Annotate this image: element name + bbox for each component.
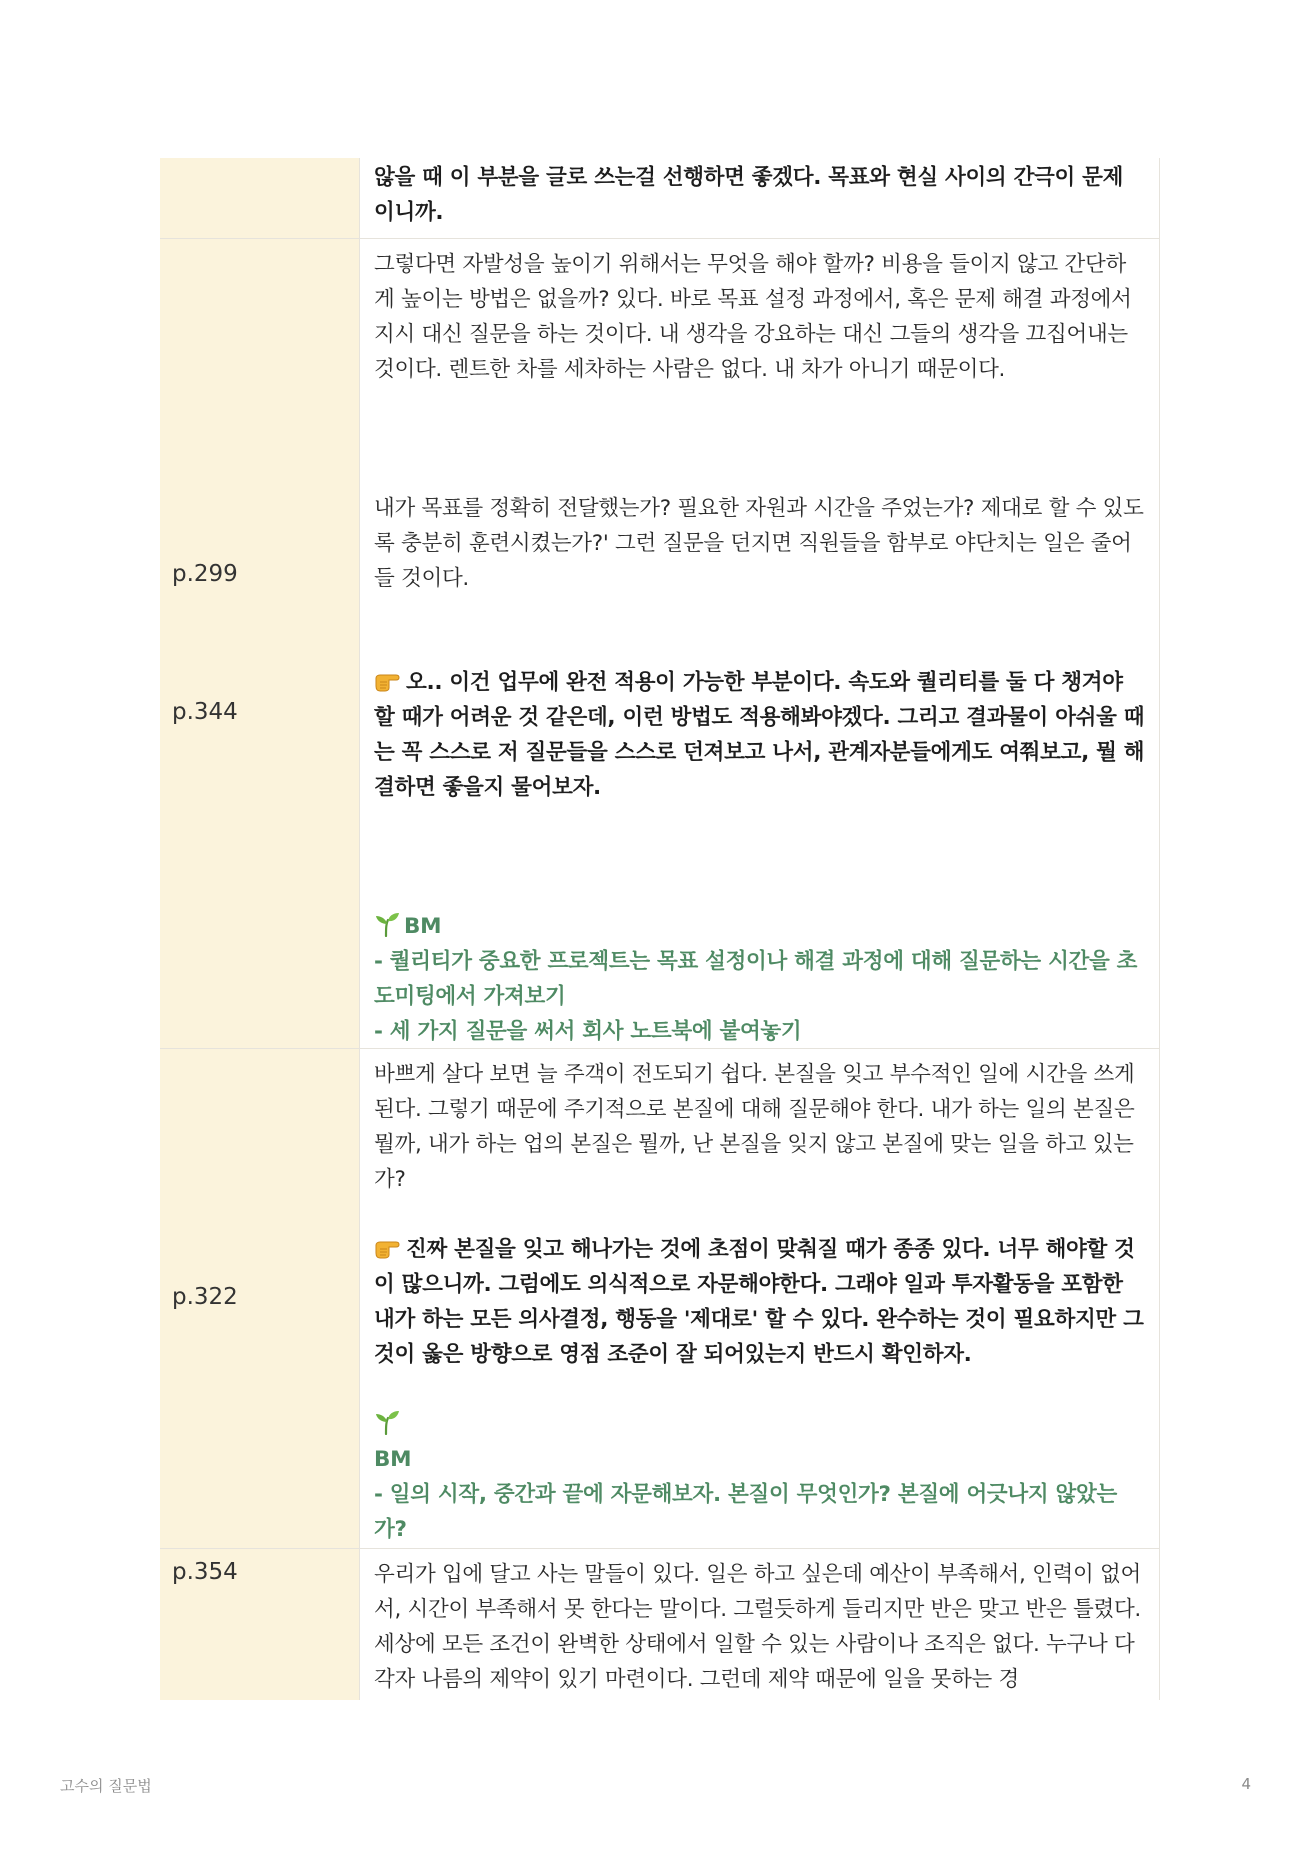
note-paragraph: 바쁘게 살다 보면 늘 주객이 전도되기 쉽다. 본질을 잊고 부수적인 일에 시간을 쓰게 된다. 그렇기 때문에 주기적으로 본질에 대해 질문해야 한다. 내가 하는 일의 본질은 뭘까, 내가 하는 업의 본질은 뭘까, 난 본질을 잊지 않고 본질에 맞는 일을 하고 있는가? xyxy=(374,1062,1135,1192)
sprout-icon xyxy=(374,1409,400,1435)
note-cell xyxy=(360,1049,1160,1548)
document-title: 고수의 질문법 xyxy=(60,1777,152,1795)
page-label-cell xyxy=(160,239,360,1048)
page-label-cell xyxy=(160,158,360,238)
bm-item: - 일의 시작, 중간과 끝에 자문해보자. 본질이 무엇인가? 본질에 어긋나지 않았는가? xyxy=(374,1482,1117,1542)
page-number-label: p.344 xyxy=(172,699,238,725)
pointing-hand-icon xyxy=(374,670,402,692)
note-paragraph: 진짜 본질을 잊고 해나가는 것에 초점이 맞춰질 때가 종종 있다. 너무 해야할 것이 많으니까. 그럼에도 의식적으로 자문해야한다. 그래야 일과 투자활동을 포함한 내가 하는 모든 의사결정, 행동을 '제대로' 할 수 있다. 완수하는 것이 필요하지만 그것이 옳은 방향으로 영점 조준이 잘 되어있는지 반드시 확인하자. xyxy=(374,1237,1144,1367)
note-paragraph: 그렇다면 자발성을 높이기 위해서는 무엇을 해야 할까? 비용을 들이지 않고 간단하게 높이는 방법은 없을까? 있다. 바로 목표 설정 과정에서, 혹은 문제 해결 과정에서 지시 대신 질문을 하는 것이다. 내 생각을 강요하는 대신 그들의 생각을 끄집어내는 것이다. 렌트한 차를 세차하는 사람은 없다. 내 차가 아니기 때문이다. xyxy=(374,252,1132,382)
note-paragraph: 우리가 입에 달고 사는 말들이 있다. 일은 하고 싶은데 예산이 부족해서, 인력이 없어서, 시간이 부족해서 못 한다는 말이다. 그럴듯하게 들리지만 반은 맞고 반은 틀렸다. 세상에 모든 조건이 완벽한 상태에서 일할 수 있는 사람이나 조직은 없다. 누구나 다 각자 나름의 제약이 있기 마련이다. 그런데 제약 때문에 일을 못하는 경 xyxy=(374,1562,1141,1692)
notes-table xyxy=(160,158,1160,1700)
note-paragraph: 않을 때 이 부분을 글로 쓰는걸 선행하면 좋겠다. 목표와 현실 사이의 간극이 문제 이니까. xyxy=(374,165,1124,225)
note-paragraph: 오.. 이건 업무에 완전 적용이 가능한 부분이다. 속도와 퀄리티를 둘 다 챙겨야 할 때가 어려운 것 같은데, 이런 방법도 적용해봐야겠다. 그리고 결과물이 아쉬울 때는 꼭 스스로 저 질문들을 스스로 던져보고 나서, 관계자분들에게도 여쭤보고, 뭘 해결하면 좋을지 물어보자. xyxy=(374,670,1145,800)
table-row xyxy=(160,158,1160,239)
table-row xyxy=(160,1049,1160,1549)
bm-heading: BM xyxy=(374,1447,412,1472)
table-row xyxy=(160,1549,1160,1700)
bm-item: - 퀄리티가 중요한 프로젝트는 목표 설정이나 해결 과정에 대해 질문하는 시간을 초도미팅에서 가져보기 xyxy=(374,949,1138,1009)
page-number: 4 xyxy=(1241,1775,1251,1793)
bm-icon-line xyxy=(374,1407,1145,1442)
page-label-cell xyxy=(160,1549,360,1700)
note-paragraph: 내가 목표를 정확히 전달했는가? 필요한 자원과 시간을 주었는가? 제대로 할 수 있도록 충분히 훈련시켰는가?' 그런 질문을 던지면 직원들을 함부로 야단치는 일은 줄어들 것이다. xyxy=(374,496,1144,591)
note-cell xyxy=(360,239,1160,1048)
bm-heading: BM xyxy=(374,909,1145,944)
page-number-label: p.354 xyxy=(172,1559,238,1585)
table-row xyxy=(160,239,1160,1049)
note-cell xyxy=(360,1549,1160,1700)
sprout-icon xyxy=(374,911,400,937)
page-number-label: p.299 xyxy=(172,561,238,587)
note-cell xyxy=(360,158,1160,238)
page-number-label: p.322 xyxy=(172,1284,238,1310)
pointing-hand-icon xyxy=(374,1237,402,1259)
bm-item: - 세 가지 질문을 써서 회사 노트북에 붙여놓기 xyxy=(374,1019,802,1044)
page-label-cell xyxy=(160,1049,360,1548)
